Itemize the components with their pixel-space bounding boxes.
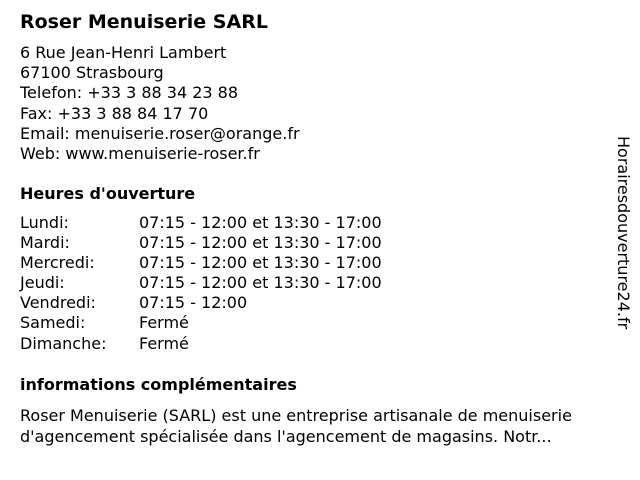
hours-row-mercredi	[20, 253, 382, 273]
hours-row-lundi	[20, 213, 382, 233]
info-heading: informations complémentaires	[20, 375, 297, 394]
hours-row-samedi	[20, 313, 382, 333]
address-city: 67100 Strasbourg	[20, 63, 164, 83]
business-name: Roser Menuiserie SARL	[20, 11, 268, 33]
hours-day: Vendredi:	[20, 293, 96, 313]
hours-time: 07:15 - 12:00 et 13:30 - 17:00	[139, 213, 382, 232]
address-block	[20, 43, 620, 164]
hours-time: 07:15 - 12:00 et 13:30 - 17:00	[139, 233, 382, 253]
hours-row-vendredi	[20, 293, 382, 313]
hours-day: Jeudi:	[20, 273, 65, 293]
hours-day: Mercredi:	[20, 253, 95, 273]
business-card	[20, 10, 620, 446]
phone-number: Telefon: +33 3 88 34 23 88	[20, 83, 239, 103]
info-description	[20, 405, 630, 447]
hours-row-jeudi	[20, 273, 382, 293]
site-watermark: Horairesdouverture24.fr	[614, 136, 633, 330]
hours-day: Samedi:	[20, 313, 86, 333]
hours-row-dimanche	[20, 334, 382, 354]
hours-time: 07:15 - 12:00	[139, 293, 248, 313]
info-description-line: Roser Menuiserie (SARL) est une entreprise artisanale de menuiserie	[20, 406, 572, 425]
address-street: 6 Rue Jean-Henri Lambert	[20, 43, 227, 62]
hours-day: Mardi:	[20, 233, 70, 253]
hours-day: Lundi:	[20, 213, 69, 232]
hours-time: 07:15 - 12:00 et 13:30 - 17:00	[139, 273, 382, 293]
email-address: Email: menuiserie.roser@orange.fr	[20, 123, 300, 143]
opening-hours-table	[20, 213, 382, 354]
info-description-line: d'agencement spécialisée dans l'agencement de magasins. Notr...	[20, 427, 552, 446]
hours-time: Fermé	[139, 313, 189, 333]
hours-time: 07:15 - 12:00 et 13:30 - 17:00	[139, 253, 382, 273]
hours-time: Fermé	[139, 333, 189, 353]
hours-heading: Heures d'ouverture	[20, 184, 196, 203]
website-url: Web: www.menuiserie-roser.fr	[20, 144, 260, 164]
hours-row-mardi	[20, 233, 382, 253]
hours-day: Dimanche:	[20, 333, 107, 353]
fax-number: Fax: +33 3 88 84 17 70	[20, 103, 209, 123]
